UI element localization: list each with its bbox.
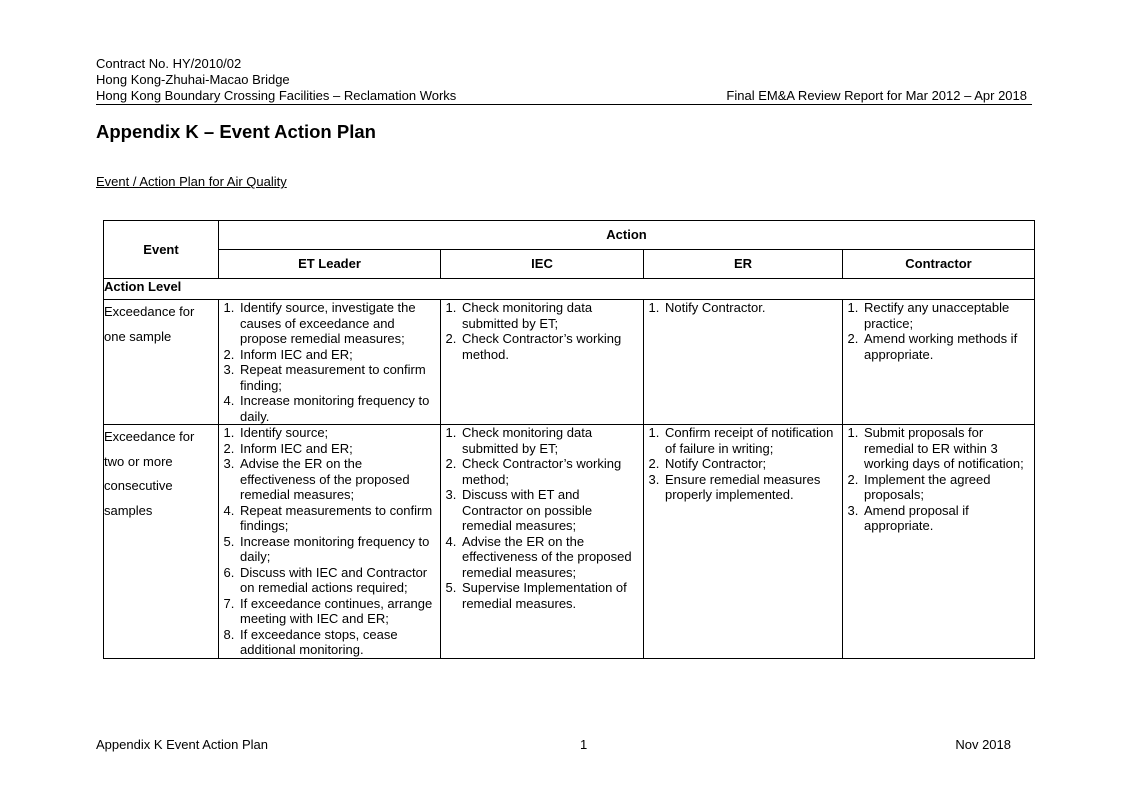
list-item: 2. Amend working methods if appropriate.	[862, 331, 1034, 362]
action-list	[441, 425, 643, 611]
list-item: 2. Check Contractor’s working method.	[460, 331, 643, 362]
list-item: 3. Repeat measurement to confirm finding;	[238, 362, 440, 393]
table-row	[104, 300, 1035, 425]
list-item: 4. Repeat measurements to confirm findings;	[238, 503, 440, 534]
list-item: 3. Ensure remedial measures properly implemented.	[663, 472, 842, 503]
list-item: 2. Notify Contractor;	[663, 456, 842, 472]
list-item: 5. Supervise Implementation of remedial measures.	[460, 580, 643, 611]
action-list	[644, 425, 842, 503]
table-row	[104, 425, 1035, 659]
list-item: 2. Inform IEC and ER;	[238, 441, 440, 457]
section-subtitle: Event / Action Plan for Air Quality	[96, 174, 287, 189]
list-item: 7. If exceedance continues, arrange meeting with IEC and ER;	[238, 596, 440, 627]
et-leader-cell	[219, 425, 441, 659]
event-cell: Exceedance for one sample	[104, 300, 219, 425]
header-project: Hong Kong-Zhuhai-Macao Bridge	[96, 72, 290, 87]
event-action-table	[103, 220, 1035, 659]
event-cell: Exceedance for two or more consecutive samples	[104, 425, 219, 659]
page-title: Appendix K – Event Action Plan	[96, 121, 376, 142]
list-item: 3. Amend proposal if appropriate.	[862, 503, 1034, 534]
footer-date: Nov 2018	[955, 737, 1011, 752]
list-item: 3. Advise the ER on the effectiveness of the proposed remedial measures;	[238, 456, 440, 503]
er-cell	[644, 425, 843, 659]
list-item: 8. If exceedance stops, cease additional monitoring.	[238, 627, 440, 658]
action-list	[843, 425, 1034, 534]
list-item: 1. Check monitoring data submitted by ET;	[460, 300, 643, 331]
iec-cell	[441, 425, 644, 659]
action-list	[219, 425, 440, 658]
action-list	[644, 300, 842, 316]
er-cell	[644, 300, 843, 425]
action-list	[219, 300, 440, 424]
list-item: 5. Increase monitoring frequency to daily;	[238, 534, 440, 565]
header-divider	[96, 104, 1032, 105]
list-item: 2. Implement the agreed proposals;	[862, 472, 1034, 503]
list-item: 1. Confirm receipt of notification of failure in writing;	[663, 425, 842, 456]
action-list	[441, 300, 643, 362]
list-item: 4. Advise the ER on the effectiveness of the proposed remedial measures;	[460, 534, 643, 581]
footer-title: Appendix K Event Action Plan	[96, 737, 269, 752]
list-item: 4. Increase monitoring frequency to daily.	[238, 393, 440, 424]
action-column-header: Action	[219, 221, 1035, 250]
list-item: 1. Identify source;	[238, 425, 440, 441]
et-leader-cell	[219, 300, 441, 425]
page-number: 1	[580, 737, 588, 752]
col-header-et-leader: ET Leader	[219, 250, 441, 279]
list-item: 2. Check Contractor’s working method;	[460, 456, 643, 487]
col-header-er: ER	[644, 250, 843, 279]
list-item: 6. Discuss with IEC and Contractor on remedial actions required;	[238, 565, 440, 596]
action-list	[843, 300, 1034, 362]
action-level-label: Action Level	[104, 279, 1035, 300]
list-item: 1. Submit proposals for remedial to ER within 3 working days of notification;	[862, 425, 1034, 472]
event-column-header: Event	[104, 221, 219, 279]
list-item: 1. Notify Contractor.	[663, 300, 842, 316]
contractor-cell	[843, 300, 1035, 425]
list-item: 2. Inform IEC and ER;	[238, 347, 440, 363]
header-contract: Contract No. HY/2010/02	[96, 56, 242, 71]
list-item: 1. Identify source, investigate the causes of exceedance and propose remedial measures;	[238, 300, 440, 347]
list-item: 1. Check monitoring data submitted by ET;	[460, 425, 643, 456]
list-item: 3. Discuss with ET and Contractor on possible remedial measures;	[460, 487, 643, 534]
col-header-iec: IEC	[441, 250, 644, 279]
col-header-contractor: Contractor	[843, 250, 1035, 279]
iec-cell	[441, 300, 644, 425]
header-works: Hong Kong Boundary Crossing Facilities – Reclamation Works	[96, 88, 457, 103]
header-report: Final EM&A Review Report for Mar 2012 – Apr 2018	[726, 88, 1027, 103]
list-item: 1. Rectify any unacceptable practice;	[862, 300, 1034, 331]
contractor-cell	[843, 425, 1035, 659]
